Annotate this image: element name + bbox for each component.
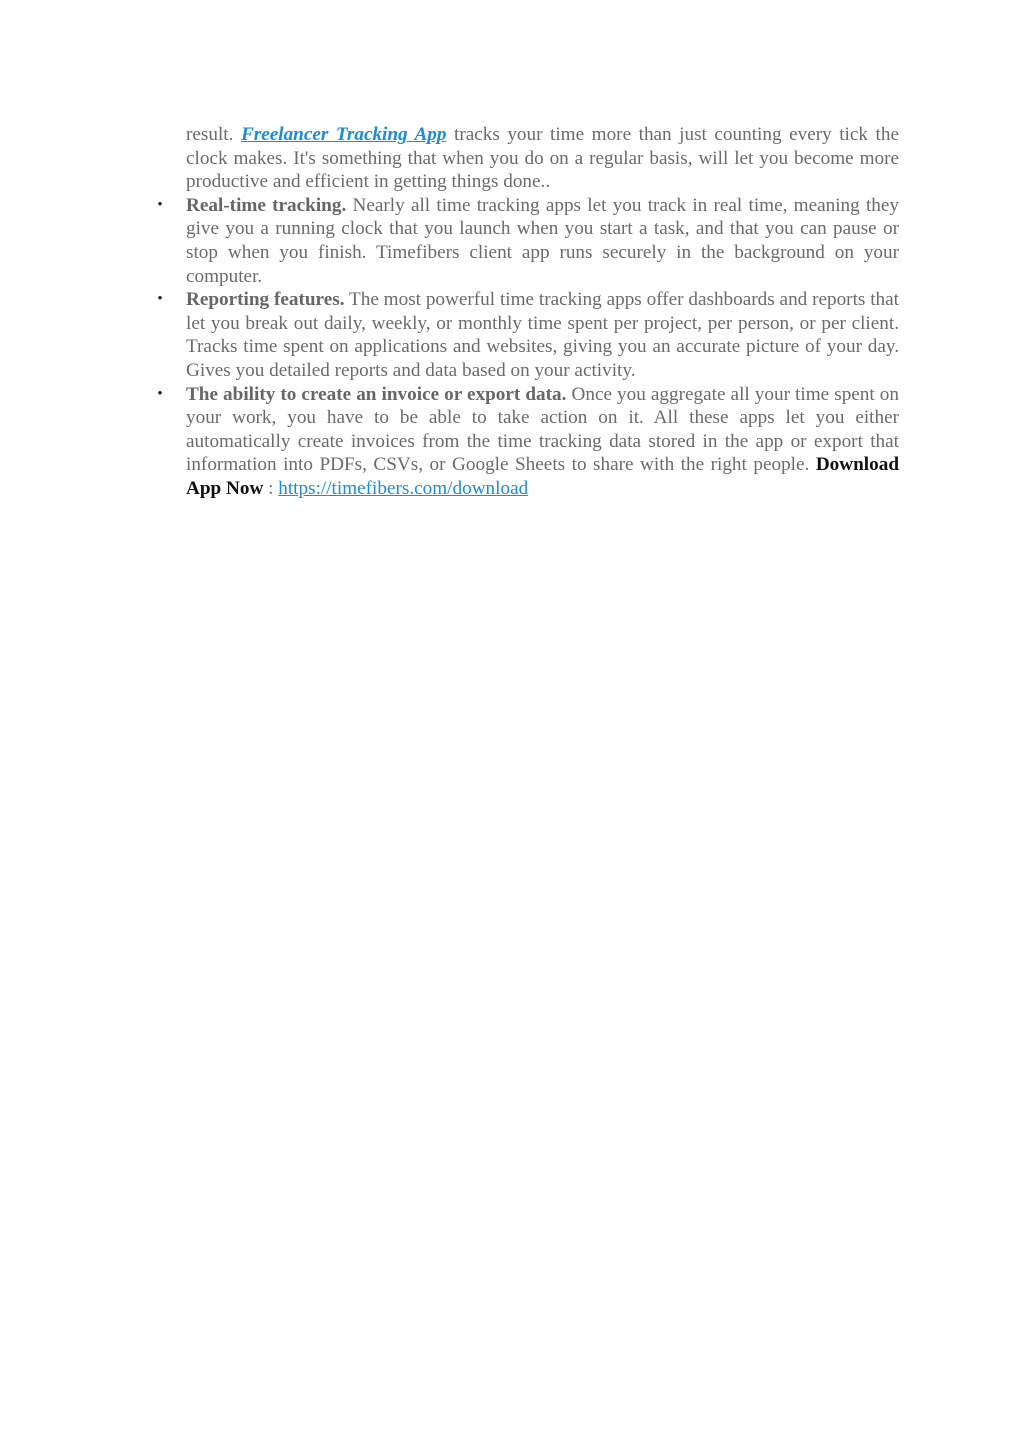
list-item-invoice-export <box>157 383 899 501</box>
freelancer-tracking-app-link[interactable]: Freelancer Tracking App <box>240 124 447 145</box>
bullet-icon: • <box>157 385 163 402</box>
list-item-reporting-features <box>157 288 899 382</box>
download-link[interactable]: https://timefibers.com/download <box>278 477 529 499</box>
feature-title: Reporting features. <box>186 289 345 311</box>
feature-title: The ability to create an invoice or export data. <box>186 383 567 405</box>
intro-paragraph <box>186 123 899 194</box>
download-app-label: Download App Now <box>186 454 899 499</box>
list-item-real-time-tracking <box>157 194 899 288</box>
feature-text: The most powerful time tracking apps offer dashboards and reports that let you break out daily, weekly, or monthly time spent per project, per person, or per client. Tracks time spent on applications and websites, giving you an accurate picture of your day. Gives you detailed reports and data based on your activity. <box>186 289 899 381</box>
feature-text: Once you aggregate all your time spent on your work, you have to be able to take action on it. All these apps let you either automatically create invoices from the time tracking data stored in the app or export that information into PDFs, CSVs, or Google Sheets to share with the right people. <box>186 383 899 476</box>
feature-list <box>157 194 899 501</box>
intro-prefix: result. <box>186 124 241 145</box>
document-content <box>157 123 899 501</box>
bullet-icon: • <box>157 291 163 308</box>
download-separator: : <box>268 477 279 499</box>
bullet-icon: • <box>157 196 163 213</box>
intro-suffix: tracks your time more than just counting every tick the clock makes. It's something that when you do on a regular basis, will let you become more productive and efficient in getting things done.. <box>186 124 899 193</box>
feature-text: Nearly all time tracking apps let you track in real time, meaning they give you a running clock that you launch when you start a task, and that you can pause or stop when you finish. Timefibers client app runs securely in the background on your computer. <box>186 194 899 287</box>
feature-title: Real-time tracking. <box>186 194 347 216</box>
